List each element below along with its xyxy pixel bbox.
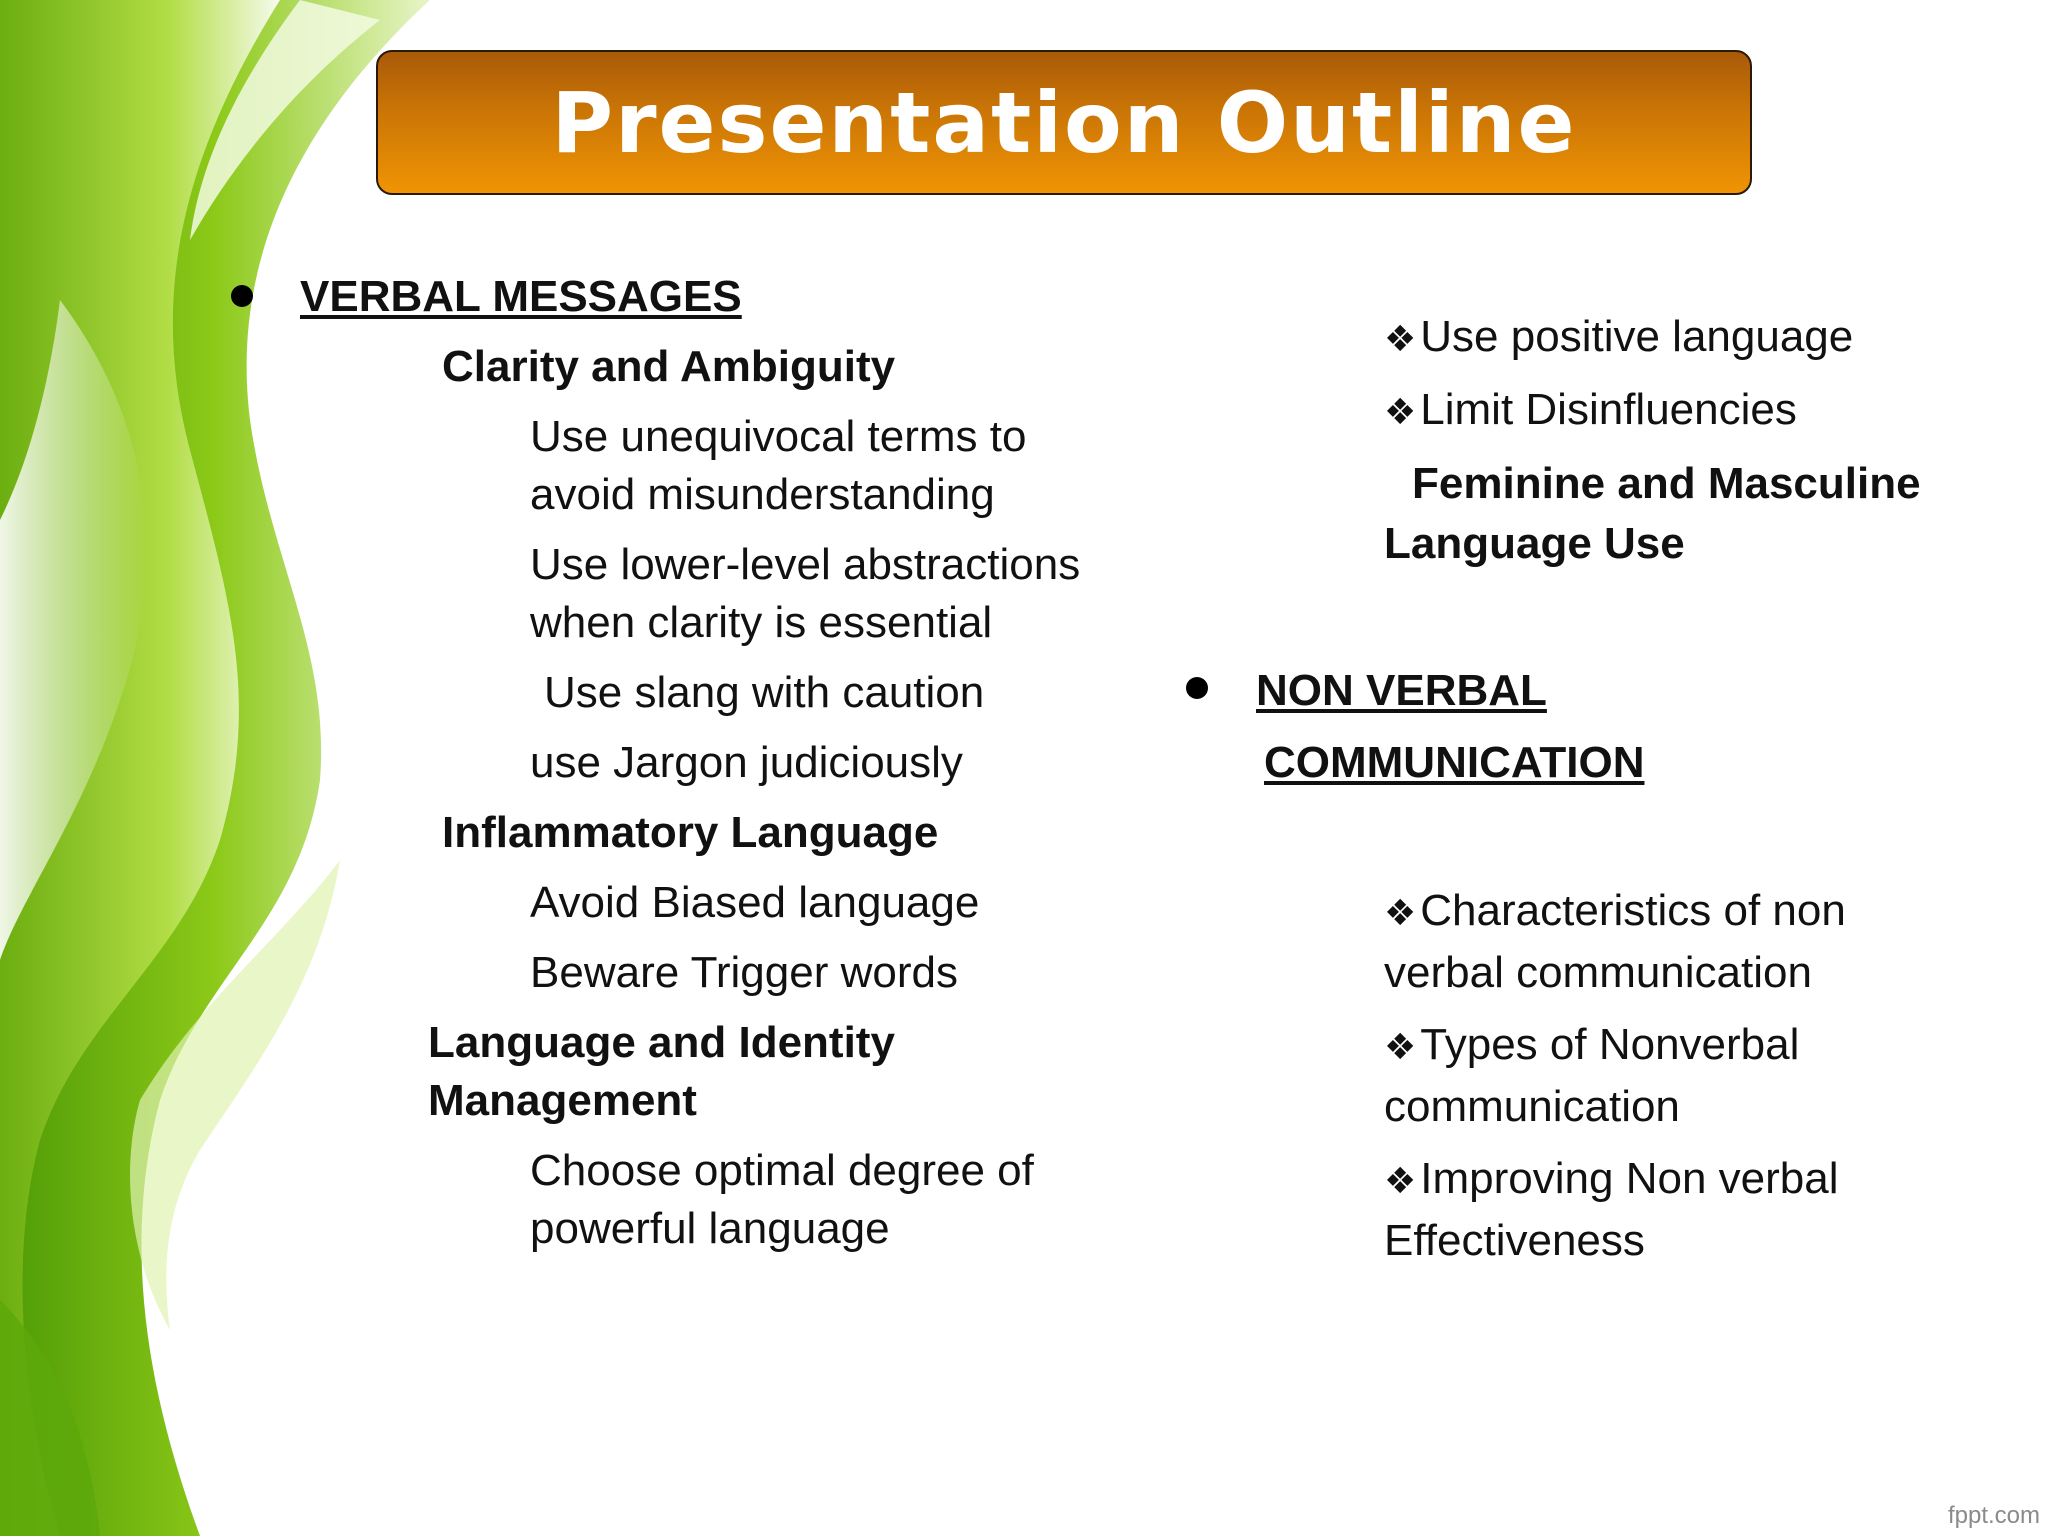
- list-item: Choose optimal degree of: [530, 1146, 1034, 1195]
- title-banner: [376, 50, 1752, 195]
- list-item-continuation: verbal communication: [1384, 948, 1812, 997]
- section-heading-identity: Language and Identity: [428, 1018, 895, 1067]
- subheading-feminine-masculine: Feminine and Masculine: [1412, 459, 1921, 508]
- list-item-text: Limit Disinfluencies: [1420, 385, 1797, 434]
- slide-title: Presentation Outline: [551, 73, 1577, 172]
- list-item: use Jargon judiciously: [530, 738, 963, 787]
- list-item-continuation: Effectiveness: [1384, 1216, 1645, 1265]
- list-item-continuation: when clarity is essential: [530, 598, 993, 647]
- diamond-bullet-icon: ❖: [1384, 1161, 1417, 1202]
- list-item-continuation: powerful language: [530, 1204, 890, 1253]
- subheading-feminine-masculine-continuation: Language Use: [1384, 519, 1685, 568]
- bullet-dot-icon: [1186, 677, 1208, 699]
- section-heading-inflammatory: Inflammatory Language: [442, 808, 939, 857]
- list-item: [1384, 1016, 1799, 1077]
- diamond-bullet-icon: ❖: [1384, 1027, 1417, 1068]
- list-item: [1384, 1150, 1838, 1211]
- list-item-continuation: avoid misunderstanding: [530, 470, 995, 519]
- list-item: [1384, 381, 1797, 442]
- list-item-text: Use positive language: [1420, 312, 1854, 361]
- bullet-dot-icon: [231, 285, 253, 307]
- list-item: Use lower-level abstractions: [530, 540, 1081, 589]
- list-item: Avoid Biased language: [530, 878, 980, 927]
- verbal-messages-heading: VERBAL MESSAGES: [300, 272, 742, 321]
- list-item-text: Types of Nonverbal: [1420, 1020, 1800, 1069]
- list-item-text: Characteristics of non: [1420, 886, 1846, 935]
- list-item: [1384, 308, 1853, 369]
- diamond-bullet-icon: ❖: [1384, 319, 1417, 360]
- list-item: Use slang with caution: [544, 668, 985, 717]
- list-item-text: Improving Non verbal: [1420, 1154, 1839, 1203]
- watermark: fppt.com: [1947, 1502, 2040, 1529]
- diamond-bullet-icon: ❖: [1384, 392, 1417, 433]
- non-verbal-heading-continuation: COMMUNICATION: [1264, 738, 1645, 787]
- list-item-continuation: communication: [1384, 1082, 1680, 1131]
- list-item: Beware Trigger words: [530, 948, 958, 997]
- diamond-bullet-icon: ❖: [1384, 893, 1417, 934]
- section-heading-clarity: Clarity and Ambiguity: [442, 342, 896, 391]
- non-verbal-heading: NON VERBAL: [1256, 666, 1547, 715]
- list-item: Use unequivocal terms to: [530, 412, 1027, 461]
- list-item: [1384, 882, 1846, 943]
- section-heading-identity-continuation: Management: [428, 1076, 697, 1125]
